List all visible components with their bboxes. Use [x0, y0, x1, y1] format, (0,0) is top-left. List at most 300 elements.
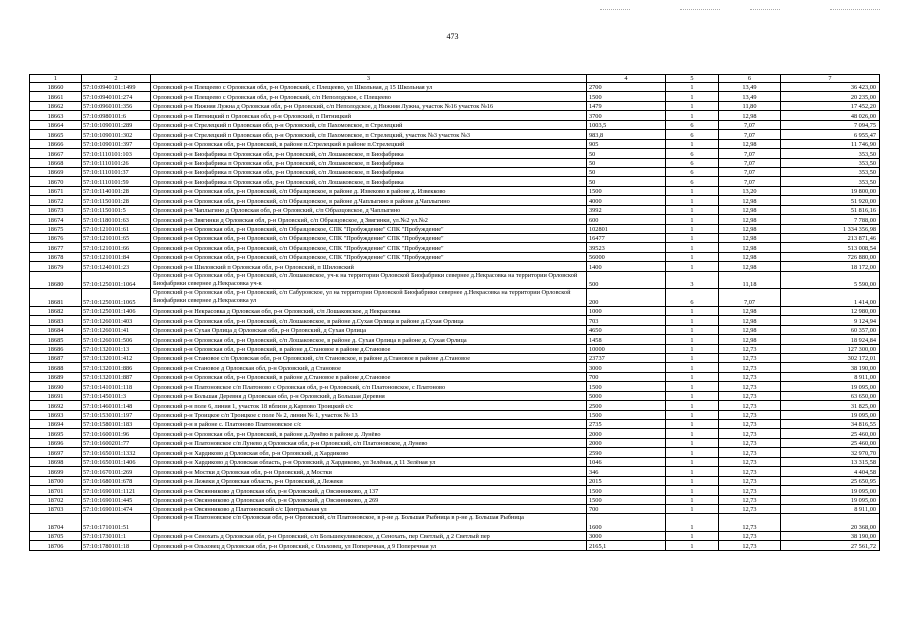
cadastral-value-cell: 12 980,00 — [781, 306, 880, 315]
address-cell: Орловский р-н Орловская обл, р-н Орловский, с/п Образцовское, в районе д. Извеково в районе д. Извекково — [151, 186, 587, 195]
category-cell: 1 — [666, 467, 719, 476]
address-cell: Орловский р-н Орловская обл, р-н Орловский, с/п Образцовское, СПК "Пробуждение" СПК "Пробуждение" — [151, 252, 587, 261]
row-number-cell: 18706 — [30, 541, 82, 550]
cadastral-value-cell: 127 300,00 — [781, 344, 880, 353]
rate-cell: 12,73 — [719, 391, 781, 400]
category-cell: 1 — [666, 353, 719, 362]
cadastral-value-cell: 353,50 — [781, 158, 880, 167]
cadastral-value-cell: 17 452,20 — [781, 101, 880, 110]
rate-cell: 12,98 — [719, 111, 781, 120]
rate-cell: 12,98 — [719, 325, 781, 334]
category-cell: 1 — [666, 514, 719, 532]
cadastral-number-cell: 57:10:1260101:41 — [82, 325, 151, 334]
area-cell: 2165,1 — [587, 541, 666, 550]
table-row — [30, 158, 880, 167]
address-cell: Орловский р-н Орловская обл, р-н Орловский, с/п Образцовское, СПК "Пробуждение" СПК "Пробуждение" — [151, 243, 587, 252]
category-cell: 1 — [666, 372, 719, 381]
address-cell: Орловский р-н Чаплыгино д Орловская обл, р-н Орловский, с/п Образцовское, д Чаплыгино — [151, 205, 587, 214]
rate-cell: 12,73 — [719, 457, 781, 466]
address-cell: Орловский р-н Хардиково д Орловская обл, р-н Орловский, д Хардиково — [151, 448, 587, 457]
area-cell: 1500 — [587, 410, 666, 419]
cadastral-value-cell: 1 414,00 — [781, 289, 880, 307]
cadastral-number-cell: 57:10:1150101:5 — [82, 205, 151, 214]
cadastral-number-cell: 57:10:1320101:886 — [82, 363, 151, 372]
address-cell: Орловский р-н в районе с. Платоново Платоновское с/с — [151, 420, 587, 429]
row-number-cell: 18662 — [30, 101, 82, 110]
address-cell: Орловский р-н Орловская обл, р-н Орловский, с/п Лошаковское, в районе д.Сухая Орлица в районе д.Сухая Орлица — [151, 316, 587, 325]
area-cell: 346 — [587, 467, 666, 476]
rate-cell: 12,73 — [719, 504, 781, 513]
cadastral-number-cell: 57:10:1110101:37 — [82, 167, 151, 176]
table-row — [30, 531, 880, 540]
cadastral-value-cell: 4 404,58 — [781, 467, 880, 476]
address-cell: Орловский р-н Орловская обл, р-н Орловский, с/п Сабуровское, ул на территории Орловской Биофабрики севернее д.Некрасовка на территории Орловской Биофабрики севернее д.Некрасовка ул — [151, 289, 587, 307]
cadastral-value-cell: 19 800,00 — [781, 186, 880, 195]
cadastral-value-cell: 8 911,00 — [781, 504, 880, 513]
category-cell: 1 — [666, 476, 719, 485]
table-row — [30, 372, 880, 381]
cadastral-number-cell: 57:10:1580101:183 — [82, 420, 151, 429]
cadastral-value-cell: 8 911,00 — [781, 372, 880, 381]
row-number-cell: 18690 — [30, 382, 82, 391]
row-number-cell: 18664 — [30, 120, 82, 129]
area-cell: 1000 — [587, 306, 666, 315]
header-cell: 7 — [781, 75, 880, 83]
category-cell: 1 — [666, 495, 719, 504]
cadastral-number-cell: 57:10:1250101:1406 — [82, 306, 151, 315]
table-row — [30, 289, 880, 307]
rate-cell: 12,73 — [719, 495, 781, 504]
row-number-cell: 18696 — [30, 438, 82, 447]
rate-cell: 12,98 — [719, 205, 781, 214]
table-row — [30, 262, 880, 271]
cadastral-number-cell: 57:10:1600101:96 — [82, 429, 151, 438]
rate-cell: 12,73 — [719, 363, 781, 372]
address-cell: Орловский р-н Овсянниково д Орловская обл, р-н Орловский, д Овсянниково, д 269 — [151, 495, 587, 504]
row-number-cell: 18702 — [30, 495, 82, 504]
cadastral-value-cell: 19 095,00 — [781, 495, 880, 504]
table-row — [30, 271, 880, 289]
rate-cell: 11,18 — [719, 271, 781, 289]
cadastral-value-cell: 51 920,00 — [781, 196, 880, 205]
area-cell: 2700 — [587, 83, 666, 92]
row-number-cell: 18680 — [30, 271, 82, 289]
category-cell: 1 — [666, 224, 719, 233]
cadastral-number-cell: 57:10:1250101:1065 — [82, 289, 151, 307]
row-number-cell: 18704 — [30, 514, 82, 532]
category-cell: 1 — [666, 243, 719, 252]
cadastral-value-cell: 6 955,47 — [781, 130, 880, 139]
cadastral-number-cell: 57:10:1250101:1064 — [82, 271, 151, 289]
header-cell: 5 — [666, 75, 719, 83]
cadastral-number-cell: 57:10:1450101:3 — [82, 391, 151, 400]
cadastral-number-cell: 57:10:0960101:356 — [82, 101, 151, 110]
rate-cell: 11,80 — [719, 101, 781, 110]
cadastral-value-cell: 25 650,95 — [781, 476, 880, 485]
rate-cell: 13,20 — [719, 186, 781, 195]
table-row — [30, 186, 880, 195]
address-cell: Орловский р-н Некрасовка д Орловская обл, р-н Орловский, с/п Лошаковское, д Некрасовка — [151, 306, 587, 315]
row-number-cell: 18661 — [30, 92, 82, 101]
table-row — [30, 467, 880, 476]
table-row — [30, 316, 880, 325]
table-header-row — [30, 75, 880, 83]
cadastral-number-cell: 57:10:1460101:148 — [82, 401, 151, 410]
cadastral-number-cell: 57:10:1320101:13 — [82, 344, 151, 353]
area-cell: 983,8 — [587, 130, 666, 139]
row-number-cell: 18679 — [30, 262, 82, 271]
table-row — [30, 448, 880, 457]
rate-cell: 12,73 — [719, 420, 781, 429]
area-cell: 2015 — [587, 476, 666, 485]
area-cell: 23737 — [587, 353, 666, 362]
category-cell: 6 — [666, 167, 719, 176]
rate-cell: 12,98 — [719, 252, 781, 261]
table-row — [30, 541, 880, 550]
area-cell: 1600 — [587, 514, 666, 532]
table-row — [30, 495, 880, 504]
cadastral-value-cell: 31 825,00 — [781, 401, 880, 410]
category-cell: 6 — [666, 158, 719, 167]
cadastral-number-cell: 57:10:1410101:118 — [82, 382, 151, 391]
category-cell: 1 — [666, 420, 719, 429]
table-row — [30, 438, 880, 447]
row-number-cell: 18686 — [30, 344, 82, 353]
cadastral-number-cell: 57:10:1090101:397 — [82, 139, 151, 148]
cadastral-number-cell: 57:10:1530101:197 — [82, 410, 151, 419]
category-cell: 1 — [666, 92, 719, 101]
address-cell: Орловский р-н поле 6, линия 1, участок 18 вблизи д.Карпово Троицкий с/с — [151, 401, 587, 410]
category-cell: 1 — [666, 215, 719, 224]
address-cell: Орловский р-н Биофабрика п Орловская обл, р-н Орловский, с/п Лошаковское, п Биофабрика — [151, 149, 587, 158]
category-cell: 1 — [666, 363, 719, 372]
row-number-cell: 18677 — [30, 243, 82, 252]
row-number-cell: 18672 — [30, 196, 82, 205]
area-cell: 39523 — [587, 243, 666, 252]
rate-cell: 7,07 — [719, 130, 781, 139]
cadastral-number-cell: 57:10:1090101:302 — [82, 130, 151, 139]
row-number-cell: 18676 — [30, 234, 82, 243]
row-number-cell: 18705 — [30, 531, 82, 540]
cadastral-value-cell: 353,50 — [781, 149, 880, 158]
scan-artifact — [680, 9, 720, 11]
table-row — [30, 167, 880, 176]
cadastral-number-cell: 57:10:1140101:28 — [82, 186, 151, 195]
category-cell: 1 — [666, 486, 719, 495]
row-number-cell: 18682 — [30, 306, 82, 315]
table-row — [30, 391, 880, 400]
address-cell: Орловский р-н Шиловский п Орловская обл, р-н Орловский, п Шиловский — [151, 262, 587, 271]
area-cell: 10000 — [587, 344, 666, 353]
address-cell: Орловский р-н Биофабрика п Орловская обл, р-н Орловский, с/п Лошаковское, п Биофабрика — [151, 177, 587, 186]
area-cell: 200 — [587, 289, 666, 307]
category-cell: 1 — [666, 504, 719, 513]
cadastral-number-cell: 57:10:0940101:1499 — [82, 83, 151, 92]
row-number-cell: 18685 — [30, 335, 82, 344]
table-row — [30, 92, 880, 101]
rate-cell: 12,98 — [719, 139, 781, 148]
cadastral-number-cell: 57:10:1180101:63 — [82, 215, 151, 224]
area-cell: 2500 — [587, 401, 666, 410]
row-number-cell: 18669 — [30, 167, 82, 176]
table-row — [30, 335, 880, 344]
address-cell: Орловский р-н Плещеево с Орловская обл, р-н Орловский, с/п Неполодское, с Плещеево — [151, 92, 587, 101]
row-number-cell: 18675 — [30, 224, 82, 233]
scan-artifact — [750, 9, 780, 11]
address-cell: Орловский р-н Орловская обл, р-н Орловский, в районе п.Стрелецкий в районе п.Стрелецкий — [151, 139, 587, 148]
address-cell: Орловский р-н Звягинки д Орловская обл, р-н Орловский, с/п Образцовское, д Звягинки, ул.№2 ул.№2 — [151, 215, 587, 224]
cadastral-value-cell: 34 816,55 — [781, 420, 880, 429]
header-cell: 2 — [82, 75, 151, 83]
table-row — [30, 224, 880, 233]
area-cell: 1500 — [587, 486, 666, 495]
table-row — [30, 401, 880, 410]
row-number-cell: 18681 — [30, 289, 82, 307]
table-row — [30, 252, 880, 261]
category-cell: 1 — [666, 429, 719, 438]
row-number-cell: 18663 — [30, 111, 82, 120]
rate-cell: 12,98 — [719, 234, 781, 243]
table-row — [30, 457, 880, 466]
area-cell: 703 — [587, 316, 666, 325]
row-number-cell: 18692 — [30, 401, 82, 410]
table-row — [30, 382, 880, 391]
cadastral-number-cell: 57:10:1110101:103 — [82, 149, 151, 158]
category-cell: 6 — [666, 120, 719, 129]
area-cell: 50 — [587, 177, 666, 186]
cadastral-number-cell: 57:10:1210101:65 — [82, 234, 151, 243]
category-cell: 1 — [666, 325, 719, 334]
table-row — [30, 83, 880, 92]
cadastral-value-cell: 11 746,90 — [781, 139, 880, 148]
address-cell: Орловский р-н Орловская обл, р-н Орловский, с/п Лошаковское, уч-к на территории Орловской Биофабрики севернее д.Некрасовка на территории Орловской Биофабрики севернее д.Некрасовка уч-к — [151, 271, 587, 289]
cadastral-number-cell: 57:10:1210101:61 — [82, 224, 151, 233]
header-cell: 4 — [587, 75, 666, 83]
header-cell: 6 — [719, 75, 781, 83]
area-cell: 700 — [587, 504, 666, 513]
rate-cell: 12,73 — [719, 344, 781, 353]
address-cell: Орловский р-н Биофабрика п Орловская обл, р-н Орловский, с/п Лошаковское, п Биофабрика — [151, 158, 587, 167]
scan-artifact — [600, 9, 630, 11]
rate-cell: 12,73 — [719, 353, 781, 362]
area-cell: 1500 — [587, 186, 666, 195]
address-cell: Орловский р-н Стрелецкий п Орловская обл, р-н Орловский, с/п Пахомовское, п Стрелецкий, участок №3 участок №3 — [151, 130, 587, 139]
rate-cell: 7,07 — [719, 158, 781, 167]
row-number-cell: 18683 — [30, 316, 82, 325]
row-number-cell: 18668 — [30, 158, 82, 167]
area-cell: 2735 — [587, 420, 666, 429]
rate-cell: 12,73 — [719, 429, 781, 438]
cadastral-number-cell: 57:10:1710101:51 — [82, 514, 151, 532]
area-cell: 1046 — [587, 457, 666, 466]
area-cell: 700 — [587, 372, 666, 381]
category-cell: 1 — [666, 101, 719, 110]
row-number-cell: 18660 — [30, 83, 82, 92]
area-cell: 905 — [587, 139, 666, 148]
area-cell: 1479 — [587, 101, 666, 110]
cadastral-value-cell: 27 561,72 — [781, 541, 880, 550]
address-cell: Орловский р-н Становое с/п Орловская обл, р-н Орловский, с/п Становское, в районе д.Становое в районе д.Становое — [151, 353, 587, 362]
area-cell: 2590 — [587, 448, 666, 457]
cadastral-value-cell: 38 190,00 — [781, 363, 880, 372]
cadastral-value-cell: 302 172,01 — [781, 353, 880, 362]
address-cell: Орловский р-н Сухая Орлица д Орловская обл, р-н Орловский, д Сухая Орлица — [151, 325, 587, 334]
category-cell: 1 — [666, 382, 719, 391]
address-cell: Орловский р-н Орловская обл, р-н Орловский, с/п Образцовское, СПК "Пробуждение" СПК "Пробуждение" — [151, 224, 587, 233]
area-cell: 1500 — [587, 92, 666, 101]
address-cell: Орловский р-н Орловская обл, р-н Орловский, с/п Лошаковское, в районе д. Сухая Орлица в районе д. Сухая Орлица — [151, 335, 587, 344]
cadastral-number-cell: 57:10:1260101:403 — [82, 316, 151, 325]
category-cell: 1 — [666, 391, 719, 400]
row-number-cell: 18697 — [30, 448, 82, 457]
header-cell: 1 — [30, 75, 82, 83]
row-number-cell: 18673 — [30, 205, 82, 214]
address-cell: Орловский р-н Ольховец д Орловская обл, р-н Орловский, с Ольховец, ул Поперечная, д 9 Поперечная ул — [151, 541, 587, 550]
cadastral-number-cell: 57:10:1320101:887 — [82, 372, 151, 381]
rate-cell: 12,73 — [719, 531, 781, 540]
table-row — [30, 486, 880, 495]
area-cell: 1003,5 — [587, 120, 666, 129]
rate-cell: 7,07 — [719, 120, 781, 129]
row-number-cell: 18691 — [30, 391, 82, 400]
table-row — [30, 215, 880, 224]
rate-cell: 12,73 — [719, 514, 781, 532]
table-row — [30, 420, 880, 429]
page-number: 473 — [446, 32, 459, 41]
cadastral-number-cell: 57:10:1320101:412 — [82, 353, 151, 362]
rate-cell: 13,49 — [719, 92, 781, 101]
address-cell: Орловский р-н Орловская обл, р-н Орловский, в районе д.Становое в районе д.Становое — [151, 372, 587, 381]
cadastral-value-cell: 513 008,54 — [781, 243, 880, 252]
cadastral-value-cell: 353,50 — [781, 177, 880, 186]
category-cell: 1 — [666, 531, 719, 540]
row-number-cell: 18698 — [30, 457, 82, 466]
category-cell: 1 — [666, 111, 719, 120]
area-cell: 50 — [587, 158, 666, 167]
cadastral-number-cell: 57:10:1650101:1332 — [82, 448, 151, 457]
row-number-cell: 18667 — [30, 149, 82, 158]
category-cell: 1 — [666, 205, 719, 214]
area-cell: 2000 — [587, 429, 666, 438]
category-cell: 1 — [666, 401, 719, 410]
category-cell: 6 — [666, 149, 719, 158]
cadastral-value-cell: 60 357,00 — [781, 325, 880, 334]
cadastral-number-cell: 57:10:1600201:77 — [82, 438, 151, 447]
rate-cell: 12,73 — [719, 486, 781, 495]
area-cell: 2000 — [587, 438, 666, 447]
table-row — [30, 149, 880, 158]
area-cell: 1500 — [587, 495, 666, 504]
row-number-cell: 18671 — [30, 186, 82, 195]
table-row — [30, 101, 880, 110]
rate-cell: 12,98 — [719, 196, 781, 205]
address-cell: Орловский р-н Овсянниково д Платоновский с/с Центральная ул — [151, 504, 587, 513]
area-cell: 5000 — [587, 391, 666, 400]
table-row — [30, 243, 880, 252]
cadastral-value-cell: 7 094,75 — [781, 120, 880, 129]
address-cell: Орловский р-н Овсянниково д Орловская обл, р-н Орловский, д Овсянниково, д 137 — [151, 486, 587, 495]
cadastral-value-cell: 19 095,00 — [781, 410, 880, 419]
row-number-cell: 18670 — [30, 177, 82, 186]
row-number-cell: 18678 — [30, 252, 82, 261]
row-number-cell: 18687 — [30, 353, 82, 362]
address-cell: Орловский р-н Биофабрика п Орловская обл, р-н Орловский, с/п Лошаковское, п Биофабрика — [151, 167, 587, 176]
rate-cell: 12,73 — [719, 438, 781, 447]
address-cell: Орловский р-н Становое д Орловская обл, р-н Орловский, д Становое — [151, 363, 587, 372]
address-cell: Орловский р-н Мостки д Орловская обл, р-н Орловский, д Мостки — [151, 467, 587, 476]
address-cell: Орловский р-н Орловская обл, р-н Орловский, с/п Образцовское, СПК "Пробуждение" СПК "Пробуждение" — [151, 234, 587, 243]
category-cell: 1 — [666, 316, 719, 325]
table-row — [30, 139, 880, 148]
table-row — [30, 306, 880, 315]
rate-cell: 12,73 — [719, 448, 781, 457]
cadastral-number-cell: 57:10:1110101:26 — [82, 158, 151, 167]
category-cell: 1 — [666, 139, 719, 148]
category-cell: 1 — [666, 457, 719, 466]
area-cell: 56000 — [587, 252, 666, 261]
table-row — [30, 344, 880, 353]
row-number-cell: 18684 — [30, 325, 82, 334]
cadastral-number-cell: 57:10:1090101:289 — [82, 120, 151, 129]
category-cell: 1 — [666, 262, 719, 271]
table-row — [30, 476, 880, 485]
category-cell: 1 — [666, 252, 719, 261]
cadastral-number-cell: 57:10:1690101:474 — [82, 504, 151, 513]
cadastral-number-cell: 57:10:1730101:1 — [82, 531, 151, 540]
cadastral-number-cell: 57:10:1210101:84 — [82, 252, 151, 261]
area-cell: 16477 — [587, 234, 666, 243]
cadastral-value-cell: 7 788,00 — [781, 215, 880, 224]
rate-cell: 12,73 — [719, 467, 781, 476]
cadastral-value-cell: 726 880,00 — [781, 252, 880, 261]
table-row — [30, 196, 880, 205]
rate-cell: 12,98 — [719, 224, 781, 233]
cadastral-value-cell: 213 871,46 — [781, 234, 880, 243]
rate-cell: 12,98 — [719, 316, 781, 325]
area-cell: 1500 — [587, 382, 666, 391]
row-number-cell: 18701 — [30, 486, 82, 495]
cadastral-number-cell: 57:10:1670101:269 — [82, 467, 151, 476]
cadastral-value-cell: 20 235,00 — [781, 92, 880, 101]
row-number-cell: 18674 — [30, 215, 82, 224]
cadastral-value-cell: 1 334 356,98 — [781, 224, 880, 233]
rate-cell: 7,07 — [719, 177, 781, 186]
address-cell: Орловский р-н Платоновское с/п Лунево д Орловская обл, р-н Орловский, с/п Платоновское, д Лунево — [151, 438, 587, 447]
category-cell: 6 — [666, 177, 719, 186]
row-number-cell: 18688 — [30, 363, 82, 372]
area-cell: 4000 — [587, 196, 666, 205]
cadastral-value-cell: 19 095,00 — [781, 486, 880, 495]
row-number-cell: 18700 — [30, 476, 82, 485]
area-cell: 3000 — [587, 531, 666, 540]
cadastral-value-cell: 13 315,58 — [781, 457, 880, 466]
cadastral-number-cell: 57:10:1240101:23 — [82, 262, 151, 271]
category-cell: 6 — [666, 130, 719, 139]
address-cell: Орловский р-н Плещеево с Орловская обл, р-н Орловский, с Плещеево, ул Школьная, д 15 Школьная ул — [151, 83, 587, 92]
cadastral-value-cell: 63 650,00 — [781, 391, 880, 400]
table-row — [30, 111, 880, 120]
rate-cell: 12,98 — [719, 262, 781, 271]
row-number-cell: 18695 — [30, 429, 82, 438]
table-row — [30, 177, 880, 186]
address-cell: Орловский р-н Большая Деревня д Орловская обл, р-н Орловский, д Большая Деревня — [151, 391, 587, 400]
category-cell: 1 — [666, 335, 719, 344]
category-cell: 1 — [666, 196, 719, 205]
area-cell: 3992 — [587, 205, 666, 214]
table-row — [30, 130, 880, 139]
category-cell: 1 — [666, 344, 719, 353]
cadastral-value-cell: 18 924,84 — [781, 335, 880, 344]
